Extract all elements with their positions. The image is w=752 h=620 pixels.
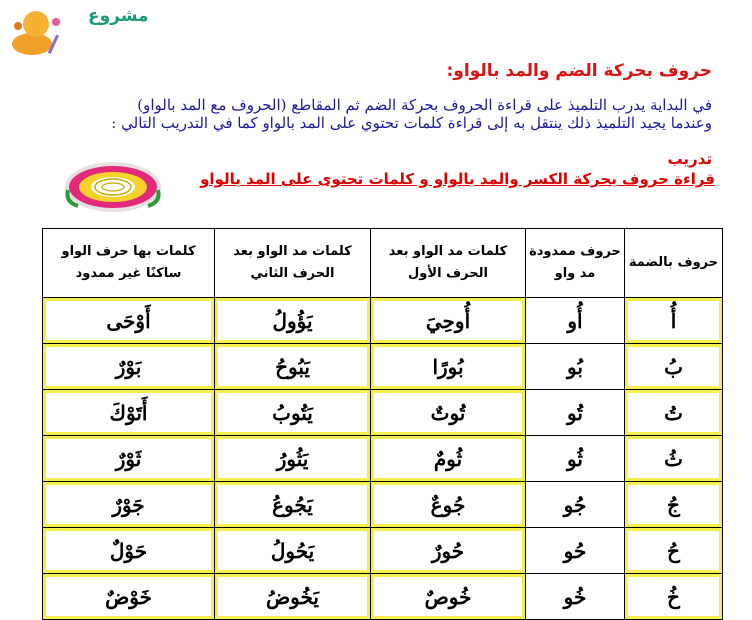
table-row bbox=[43, 574, 723, 620]
table-cell: جُوعٌ bbox=[371, 482, 526, 528]
table-cell: أَوْحَى bbox=[43, 298, 215, 344]
table-cell: أُوحِيَ bbox=[371, 298, 526, 344]
table-cell: أُو bbox=[526, 298, 625, 344]
table-cell: تُوتٌ bbox=[371, 390, 526, 436]
drill-label: تدريب bbox=[667, 150, 712, 168]
header-madd-after-second: كلمات مد الواو بعد الحرف الثاني bbox=[215, 229, 371, 298]
table-cell: ثُومٌ bbox=[371, 436, 526, 482]
table-row bbox=[43, 390, 723, 436]
table-cell: خُوصٌ bbox=[371, 574, 526, 620]
table-cell: حُورٌ bbox=[371, 528, 526, 574]
table-cell: يَجُوعُ bbox=[215, 482, 371, 528]
table-cell: أُ bbox=[625, 298, 723, 344]
header-waw-madd-letters: حروف ممدودة مد واو bbox=[526, 229, 625, 298]
page-title: حروف بحركة الضم والمد بالواو: bbox=[446, 61, 712, 81]
table-cell: جَوْرٌ bbox=[43, 482, 215, 528]
table-cell: تُ bbox=[625, 390, 723, 436]
table-header-row bbox=[43, 229, 723, 298]
table-cell: خُ bbox=[625, 574, 723, 620]
header-damma-letters: حروف بالضمة bbox=[625, 229, 723, 298]
flower-icon bbox=[62, 158, 164, 216]
table-row bbox=[43, 436, 723, 482]
header-sakin-waw: كلمات بها حرف الواو ساكنًا غير ممدود bbox=[43, 229, 215, 298]
table-cell: جُ bbox=[625, 482, 723, 528]
table-cell: خَوْضٌ bbox=[43, 574, 215, 620]
table-cell: ثُو bbox=[526, 436, 625, 482]
intro-line-2: وعندما يجيد التلميذ ذلك ينتقل به إلى قراءة كلمات تحتوي على المد بالواو كما في التدريب التالي : bbox=[111, 114, 712, 132]
table-cell: حَوْلٌ bbox=[43, 528, 215, 574]
table-cell: أَتَوْكَ bbox=[43, 390, 215, 436]
table-cell: يَخُوضُ bbox=[215, 574, 371, 620]
table-cell: بُو bbox=[526, 344, 625, 390]
table-cell: يَحُولُ bbox=[215, 528, 371, 574]
table-cell: يَتُوبُ bbox=[215, 390, 371, 436]
table-row bbox=[43, 344, 723, 390]
table-cell: يَثُورُ bbox=[215, 436, 371, 482]
table-cell: يَبُوحُ bbox=[215, 344, 371, 390]
drill-instruction: قراءة حروف بحركة الكسر والمد بالواو و كلمات تحتوى على المد بالواو bbox=[200, 170, 715, 188]
table-cell: يَؤُولُ bbox=[215, 298, 371, 344]
table-cell: حُ bbox=[625, 528, 723, 574]
table-cell: ثُ bbox=[625, 436, 723, 482]
table-cell: خُو bbox=[526, 574, 625, 620]
table-cell: حُو bbox=[526, 528, 625, 574]
intro-paragraph bbox=[22, 96, 712, 132]
table-cell: ثَوْرٌ bbox=[43, 436, 215, 482]
letters-table bbox=[42, 228, 723, 620]
table-row bbox=[43, 528, 723, 574]
logo-label: مشروع bbox=[88, 6, 149, 26]
table-row bbox=[43, 482, 723, 528]
intro-line-1: في البداية يدرب التلميذ على قراءة الحروف بحركة الضم ثم المقاطع (الحروف مع المد بالواو) bbox=[137, 96, 712, 114]
table-row bbox=[43, 298, 723, 344]
table-cell: تُو bbox=[526, 390, 625, 436]
table-cell: جُو bbox=[526, 482, 625, 528]
header-madd-after-first: كلمات مد الواو بعد الحرف الأول bbox=[371, 229, 526, 298]
table-cell: بُ bbox=[625, 344, 723, 390]
table-cell: بُورًا bbox=[371, 344, 526, 390]
table-cell: بَوْرٌ bbox=[43, 344, 215, 390]
